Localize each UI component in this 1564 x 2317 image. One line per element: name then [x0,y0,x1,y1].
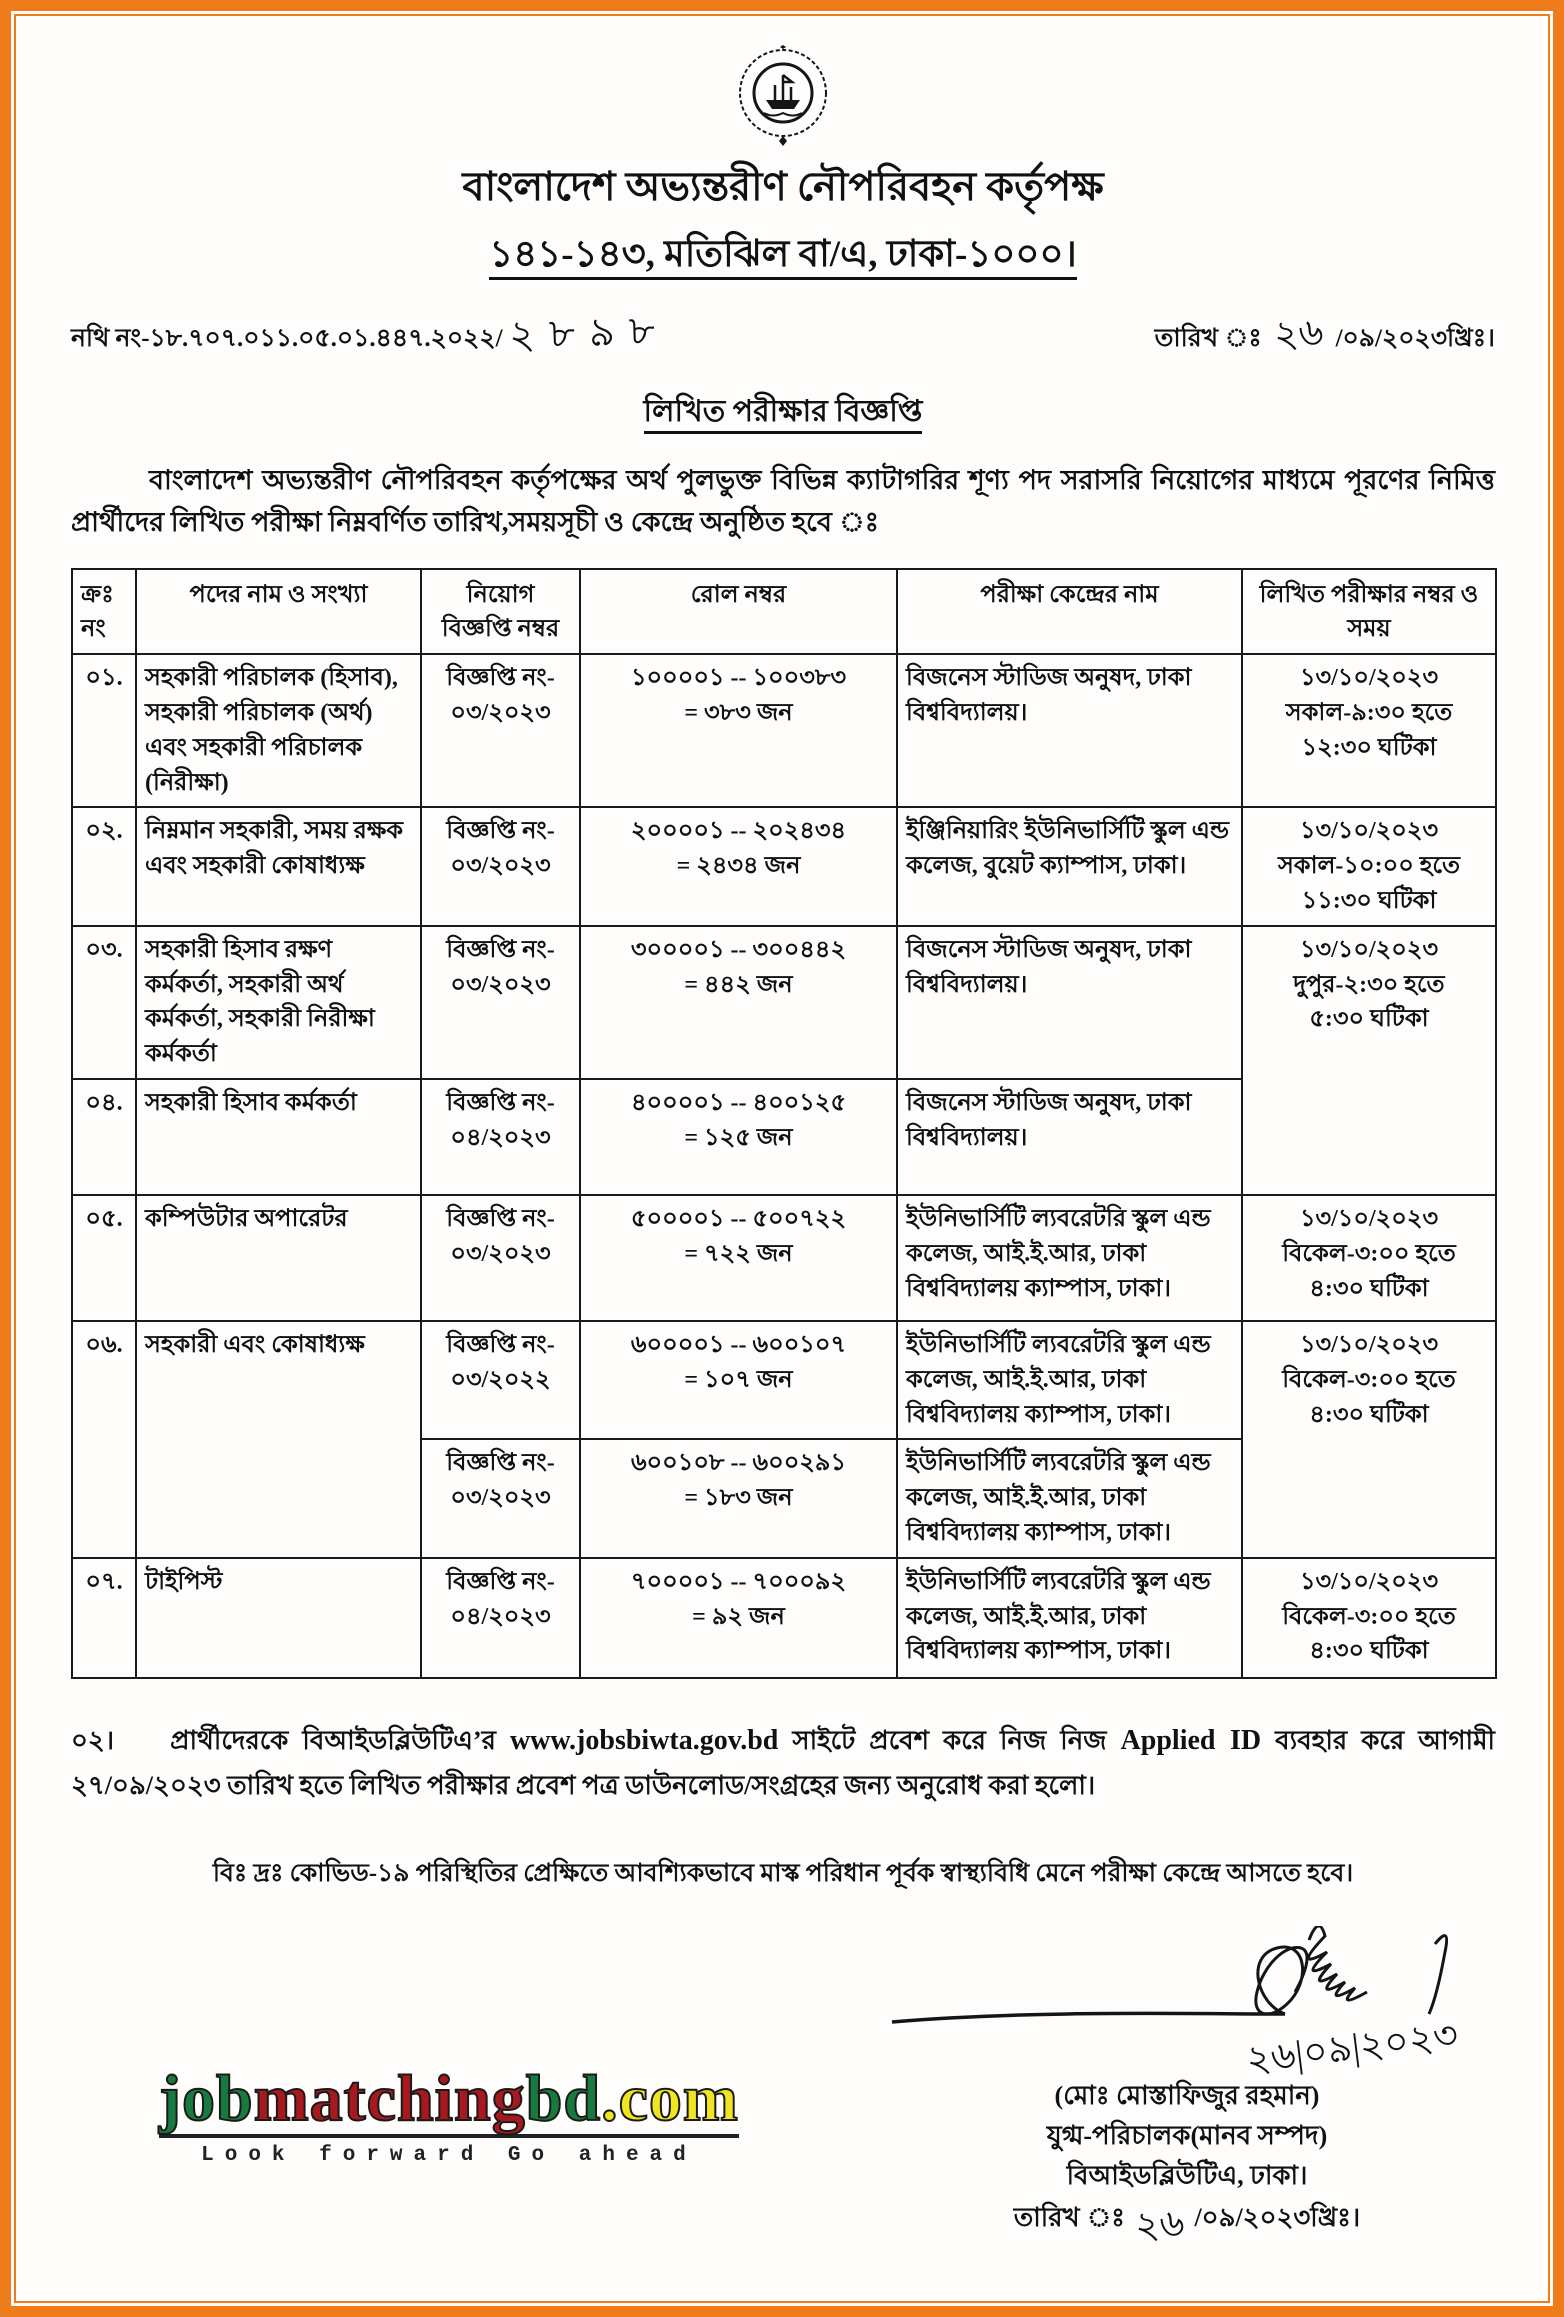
cell-time: ১৩/১০/২০২৩ বিকেল-৩:০০ হতে ৪:৩০ ঘটিকা [1242,1195,1496,1321]
cell-roll: ৬০০০০১ -- ৬০০১০৭ = ১০৭ জন [580,1321,897,1439]
cell-roll: ৩০০০০১ -- ৩০০৪৪২ = ৪৪২ জন [580,926,897,1079]
cell-post: টাইপিস্ট [136,1558,421,1678]
cell-notice: বিজ্ঞপ্তি নং- ০৩/২০২৩ [421,654,580,807]
biwta-seal-icon [733,45,833,149]
cell-post: সহকারী হিসাব কর্মকর্তা [136,1079,421,1195]
cell-center: ইঞ্জিনিয়ারিং ইউনিভার্সিটি স্কুল এন্ড কলেজ, বুয়েট ক্যাম্পাস, ঢাকা। [897,807,1242,925]
header-post: পদের নাম ও সংখ্যা [136,569,421,655]
cell-post: সহকারী হিসাব রক্ষণ কর্মকর্তা, সহকারী অর্থ কর্মকর্তা, সহকারী নিরীক্ষা কর্মকর্তা [136,926,421,1079]
issue-date [1154,311,1495,361]
cell-time: ১৩/১০/২০২৩ সকাল-৯:৩০ হতে ১২:৩০ ঘটিকা [1242,654,1496,807]
cell-center: বিজনেস স্টাডিজ অনুষদ, ঢাকা বিশ্ববিদ্যালয়। [897,926,1242,1079]
cell-time-merged: ১৩/১০/২০২৩ দুপুর-২:৩০ হতে ৫:৩০ ঘটিকা [1242,926,1496,1195]
covid-note: বিঃ দ্রঃ কোভিড-১৯ পরিস্থিতির প্রেক্ষিতে আবশ্যিকভাবে মাস্ক পরিধান পূর্বক স্বাস্থ্যবিধি মেনে পরীক্ষা কেন্দ্রে আসতে হবে। [212,1859,1354,1887]
cell-notice: বিজ্ঞপ্তি নং- ০৩/২০২৩ [421,1439,580,1557]
cell-time: ১৩/১০/২০২৩ সকাল-১০:০০ হতে ১১:৩০ ঘটিকা [1242,807,1496,925]
cell-notice: বিজ্ঞপ্তি নং- ০৪/২০২৩ [421,1558,580,1678]
signatory-org: বিআইডব্লিউটিএ, ঢাকা। [1066,2161,1308,2191]
cell-sl: ০৬. [72,1321,136,1558]
cell-center: ইউনিভার্সিটি ল্যবরেটরি স্কুল এন্ড কলেজ, আই.ই.আর, ঢাকা বিশ্ববিদ্যালয় ক্যাম্পাস, ঢাকা। [897,1195,1242,1321]
cell-center: ইউনিভার্সিটি ল্যবরেটরি স্কুল এন্ড কলেজ, আই.ই.আর, ঢাকা বিশ্ববিদ্যালয় ক্যাম্পাস, ঢাকা। [897,1439,1242,1557]
table-header-row [72,569,1496,655]
memo-number [71,307,670,361]
cell-roll: ৭০০০০১ -- ৭০০০৯২ = ৯২ জন [580,1558,897,1678]
cell-roll: ৪০০০০১ -- ৪০০১২৫ = ১২৫ জন [580,1079,897,1195]
table-row [72,1321,1496,1439]
jobmatchingbd-wordmark: jobmatchingbd.com [159,2066,739,2138]
header-sl: ক্রঃ নং [72,569,136,655]
table-row [72,1558,1496,1678]
cell-center: বিজনেস স্টাডিজ অনুষদ, ঢাকা বিশ্ববিদ্যালয়। [897,654,1242,807]
cell-sl: ০৫. [72,1195,136,1321]
memo-handwritten-number: ২৮৯৮ [508,307,670,358]
cell-notice: বিজ্ঞপ্তি নং- ০৩/২০২৩ [421,1195,580,1321]
org-address: ১৪১-১৪৩, মতিঝিল বা/এ, ঢাকা-১০০০। [71,224,1495,287]
memo-line [71,307,1495,361]
date-label: তারিখ ঃ [1154,325,1262,352]
page-title: লিখিত পরীক্ষার বিজ্ঞপ্তি [71,387,1495,438]
date-rest: /০৯/২০২৩খ্রিঃ। [1335,325,1495,352]
intro-paragraph: বাংলাদেশ অভ্যন্তরীণ নৌপরিবহন কর্তৃপক্ষের অর্থ পুলভুক্ত বিভিন্ন ক্যাটাগরির শূণ্য পদ সরাসরি নিয়োগের মাধ্যমে পূরণের নিমিত্ত প্রার্থীদের লিখিত পরীক্ষা নিম্নবর্ণিত তারিখ,সময়সূচী ও কেন্দ্রে অনুষ্ঠিত হবে ঃ [71,465,1495,537]
header-notice: নিয়োগ বিজ্ঞপ্তি নম্বর [421,569,580,655]
header-time: লিখিত পরীক্ষার নম্বর ও সময় [1242,569,1496,655]
cell-sl: ০৭. [72,1558,136,1678]
cell-notice: বিজ্ঞপ্তি নং- ০৩/২০২৩ [421,926,580,1079]
signature-hand-date: ২৬|০৯|২০২৩ [1244,2013,1461,2082]
cell-post: সহকারী পরিচালক (হিসাব), সহকারী পরিচালক (অর্থ) এবং সহকারী পরিচালক (নিরীক্ষা) [136,654,421,807]
paragraph-number: ০২। [71,1725,115,1755]
jobmatchingbd-tagline: Look forward Go ahead [201,2143,697,2167]
memo-label: নথি নং-১৮.৭০৭.০১১.০৫.০১.৪৪৭.২০২২/ [71,325,503,352]
table-row [72,654,1496,807]
table-row [72,1195,1496,1321]
admit-card-paragraph: ০২। প্রার্থীদেরকে বিআইডব্লিউটিএ’র www.jobsbiwta.gov.bd সাইটে প্রবেশ করে নিজ নিজ Applied ID ব্যবহার করে আগামী ২৭/০৯/২০২৩ তারিখ হতে লিখিত পরীক্ষার প্রবেশ পত্র ডাউনলোড/সংগ্রহের জন্য অনুরোধ করা হলো। [71,1724,1495,1801]
header-roll: রোল নম্বর [580,569,897,655]
website-url: www.jobsbiwta.gov.bd [509,1724,779,1756]
cell-roll: ৬০০১০৮ -- ৬০০২৯১ = ১৮৩ জন [580,1439,897,1557]
exam-schedule-table [71,568,1497,1679]
jobmatchingbd-logo [159,2061,739,2167]
table-row [72,926,1496,1079]
signature-block [887,1926,1487,2248]
cell-center: ইউনিভার্সিটি ল্যবরেটরি স্কুল এন্ড কলেজ, আই.ই.আর, ঢাকা বিশ্ববিদ্যালয় ক্যাম্পাস, ঢাকা। [897,1558,1242,1678]
cell-time: ১৩/১০/২০২৩ বিকেল-৩:০০ হতে ৪:৩০ ঘটিকা [1242,1558,1496,1678]
cell-sl: ০৩. [72,926,136,1079]
signatory-designation: যুগ্ম-পরিচালক(মানব সম্পদ) [1046,2120,1328,2150]
cell-post: কম্পিউটার অপারেটর [136,1195,421,1321]
signature-date-handwritten: ২৬ [1133,2202,1186,2248]
cell-time-merged: ১৩/১০/২০২৩ বিকেল-৩:০০ হতে ৪:৩০ ঘটিকা [1242,1321,1496,1558]
cell-sl: ০৪. [72,1079,136,1195]
cell-notice: বিজ্ঞপ্তি নং- ০৩/২০২২ [421,1321,580,1439]
cell-notice: বিজ্ঞপ্তি নং- ০৩/২০২৩ [421,807,580,925]
cell-roll: ২০০০০১ -- ২০২৪৩৪ = ২৪৩৪ জন [580,807,897,925]
cell-notice: বিজ্ঞপ্তি নং- ০৪/২০২৩ [421,1079,580,1195]
cell-center: বিজনেস স্টাডিজ অনুষদ, ঢাকা বিশ্ববিদ্যালয়। [897,1079,1242,1195]
cell-roll: ৫০০০০১ -- ৫০০৭২২ = ৭২২ জন [580,1195,897,1321]
applied-id-text: Applied ID [1120,1724,1262,1756]
cell-post: নিম্নমান সহকারী, সময় রক্ষক এবং সহকারী কোষাধ্যক্ষ [136,807,421,925]
cell-post: সহকারী এবং কোষাধ্যক্ষ [136,1321,421,1558]
footer-area [71,1926,1495,2266]
date-handwritten: ২৬ [1272,311,1325,357]
signature-date-line: তারিখ ঃ ২৬ /০৯/২০২৩খ্রিঃ। [1013,2202,1361,2248]
header-center: পরীক্ষা কেন্দ্রের নাম [897,569,1242,655]
org-name: বাংলাদেশ অভ্যন্তরীণ নৌপরিবহন কর্তৃপক্ষ [462,164,1104,209]
signatory-name: (মোঃ মোস্তাফিজুর রহমান) [1054,2080,1320,2110]
cell-sl: ০১. [72,654,136,807]
cell-center: ইউনিভার্সিটি ল্যবরেটরি স্কুল এন্ড কলেজ, আই.ই.আর, ঢাকা বিশ্ববিদ্যালয় ক্যাম্পাস, ঢাকা। [897,1321,1242,1439]
cell-roll: ১০০০০১ -- ১০০৩৮৩ = ৩৮৩ জন [580,654,897,807]
cell-sl: ০২. [72,807,136,925]
table-row [72,807,1496,925]
